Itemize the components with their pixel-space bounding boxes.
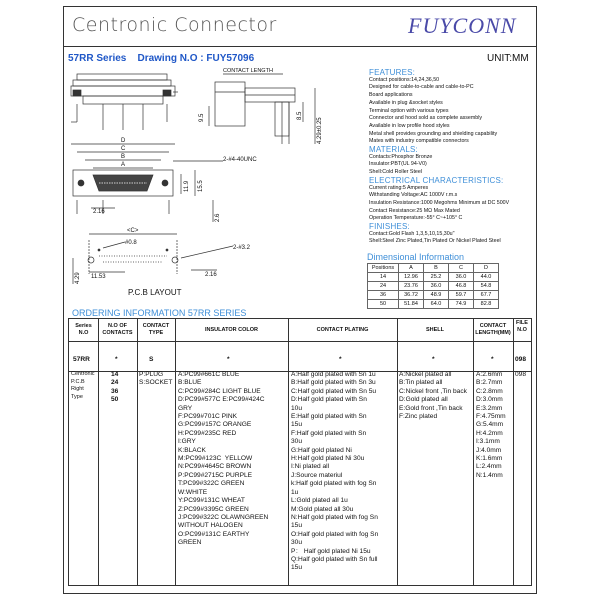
col-plating-head: CONTACT PLATING (316, 327, 369, 333)
header-divider (63, 46, 537, 47)
dim-D: D (121, 138, 126, 144)
dim-9-5: 9.5 (199, 113, 205, 122)
list-item: Connector and hood sold as complete assembly (369, 115, 483, 122)
table-cell: 59.7 (449, 291, 474, 300)
list-item: Contacts:Phosphor Bronze (369, 153, 433, 160)
list-item: Operation Temperature:-55° C~+105° C (369, 215, 463, 222)
features-title: FEATURES: (369, 68, 416, 77)
list-item: Metal shell provides grounding and shielding capability (369, 130, 498, 137)
pcb-layout-label: P.C.B LAYOUT (128, 288, 182, 297)
list-item: Shell:Steel Zinc Plated,Tin Plated Or Nickel Plated Steel (369, 238, 501, 245)
dim-unc: 2-#4-40UNC (223, 157, 257, 163)
brand-logo: FUYCONN (408, 13, 517, 38)
table-cell: 25.2 (424, 273, 449, 282)
col-shell-head: SHELL (425, 327, 445, 333)
table-cell: D (474, 264, 499, 273)
list-item: Board applications (369, 92, 413, 99)
table-row (368, 291, 499, 300)
code-contacts: * (115, 356, 118, 363)
finishes-title: FINISHES: (369, 222, 410, 232)
col-length-head: CONTACT LENGTH(MM) (475, 323, 511, 336)
list-item: Available in plug &socket styles (369, 99, 443, 106)
code-plating: * (339, 356, 342, 363)
dim-2-6: 2.6 (215, 213, 221, 222)
col-series-head: Series N.O (75, 323, 92, 336)
list-item: Contact Resistance:25 MΩ Max Mated (369, 207, 460, 214)
length-options: A:2.6mm B:2.7mm C:2.8mm D:3.0mm E:3.2mm F:4.75mm G:5.4mm H:4.2mm I:3.1mm J:4.0mm K:1.6mm L:2.4mm N:1.4mm (476, 371, 506, 479)
dim-15-5: 15.5 (198, 180, 204, 192)
table-row (368, 273, 499, 282)
table-cell: 36 (368, 291, 399, 300)
table-cell: 64.0 (424, 300, 449, 309)
table-cell: 51.84 (399, 300, 424, 309)
code-insulator: * (227, 356, 230, 363)
series-description: Centronic P.C.B Right Type (71, 371, 95, 400)
dim-B: B (121, 154, 126, 160)
table-cell: 24 (368, 282, 399, 291)
materials-title: MATERIALS: (369, 145, 418, 155)
code-contact-type: S (149, 356, 154, 363)
list-item: Available in low profile hood styles (369, 122, 450, 129)
table-cell: B (424, 264, 449, 273)
table-cell: 12.96 (399, 273, 424, 282)
table-cell: 14 (368, 273, 399, 282)
table-row (368, 264, 499, 273)
table-cell: 82.8 (474, 300, 499, 309)
list-item: Shell:Cold Roller Steel (369, 169, 422, 176)
features-panel (369, 69, 535, 246)
list-item: Contact positions:14,24,36,50 (369, 76, 440, 83)
page-title: Centronic Connector (72, 14, 277, 36)
col-file-head: FILE N.O (516, 320, 528, 333)
contact-length-label: CONTACT LENGTH (223, 68, 273, 74)
side-view (71, 74, 178, 130)
dim-11-9: 11.9 (184, 180, 190, 192)
features-list (369, 77, 535, 146)
table-cell: 48.9 (424, 291, 449, 300)
pcb-layout (73, 228, 251, 297)
front-view (73, 157, 257, 222)
dim-11-53: 11.53 (91, 274, 106, 280)
contact-counts: 14 24 36 50 (111, 371, 119, 404)
length-dimensions (71, 138, 175, 168)
list-item: Current rating:5 Amperes (369, 184, 429, 191)
table-cell: 36.0 (449, 273, 474, 282)
electrical-list (369, 185, 535, 224)
list-item: Terminal option with various types (369, 107, 449, 114)
table-cell: 46.8 (449, 282, 474, 291)
dim-hole-3-2: 2-#3.2 (233, 245, 251, 251)
finishes-list (369, 231, 535, 246)
table-cell: 36.72 (399, 291, 424, 300)
table-cell: 44.0 (474, 273, 499, 282)
table-cell: Positions (368, 264, 399, 273)
col-contact-type-head: CONTACT TYPE (142, 323, 170, 336)
insulator-color-options: A:PC99#661C BLUE B:BLUE C:PC99#284C LIGHT BLUE D:PC99#577C E:PC99#424C GRY F:PC99#701C PINK G:PC99#157C ORANGE H:PC99#235C RED I:GRY K:BLACK M:PC99#123C YELLOW N:PC99#4645C BROWN P:PC99#2715C PURPLE T:PC99#322C GREEN W:WHITE Y:PC99#131C WHEAT Z:PC99#3395C GREEN J:PC99#322C OLAWNGREEN WITHOUT HALOGEN O:PC99#131C EARTHY GREEN (178, 371, 269, 547)
code-shell: * (432, 356, 435, 363)
dim-2-16-b: 2.16 (205, 272, 217, 278)
dim-C: C (121, 146, 126, 152)
unit-label: UNIT:MM (487, 53, 529, 64)
dim-8-5: 8.5 (297, 111, 303, 120)
dim-C-paren: <C> (127, 228, 139, 234)
contact-type-options: P:PLUG S:SOCKET (139, 371, 173, 387)
code-length: * (491, 356, 494, 363)
list-item: Contact:Gold Flash 1,3,5,10,15,30u" (369, 230, 455, 237)
code-file: 098 (515, 356, 527, 363)
list-item: Designed for cable-to-cable and cable-to-PC (369, 84, 474, 91)
list-item: Mates with industry compatible connectors (369, 138, 469, 145)
col-contacts-head: N.O OF CONTACTS (102, 323, 133, 336)
list-item: Withstanding Voltage:AC 1000V r.m.s (369, 192, 458, 199)
list-item: Insulator:PBT(UL 94-V0) (369, 161, 427, 168)
table-cell: A (399, 264, 424, 273)
plating-options: A:Half gold plated with Sn 1u B:Half gold plated with Sn 3u C:Half gold plated with Sn 5u D:Half gold plated with Sn 10u E:Half gold plated with Sn 15u F:Half gold plated with Sn 30u G:Half gold plated Ni H:Half gold plated Ni 30u I:Ni plated all J:Source materiul k:Half gold plated with fog Sn 1u L:Gold plated all 1u M:Gold plated all 30u N:Half gold plated with fog Sn 15u O:Half gold plated with fog Sn 30u P： Half gold plated Ni 15u Q:Half gold plated with Sn full 15u (291, 371, 379, 572)
table-cell: 74.9 (449, 300, 474, 309)
technical-drawing (63, 62, 363, 307)
table-cell: C (449, 264, 474, 273)
ordering-table (68, 318, 532, 586)
code-series: 57RR (73, 356, 90, 363)
materials-list (369, 154, 535, 177)
dimensional-title: Dimensional Information (367, 252, 465, 262)
table-row (368, 300, 499, 309)
table-cell: 67.7 (474, 291, 499, 300)
shell-options: A:Nickel plated all B:Tin plated all C:Nickel front ,Tin back D:Gold plated all E:Gold front ,Tin back F:Zinc plated (399, 371, 467, 421)
table-cell: 23.76 (399, 282, 424, 291)
end-view (199, 82, 323, 144)
dim-2-16-a: 2.16 (93, 209, 105, 215)
electrical-title: ELECTRICAL CHARACTERISTICS: (369, 175, 504, 185)
table-cell: 50 (368, 300, 399, 309)
list-item: Insulation Resistance:1000 Megohms Minimum at DC 500V (369, 199, 510, 206)
col-insulator-head: INSULATOR COLOR (205, 327, 258, 333)
dim-hole-0-8: #0.8 (125, 240, 137, 246)
series-drawing-number: 57RR Series Drawing N.O : FUY57096 (68, 53, 255, 64)
dim-4-29: 4.29 (75, 272, 81, 284)
table-cell: 54.8 (474, 282, 499, 291)
ordering-title: ORDERING INFORMATION 57RR SERIES (72, 308, 247, 318)
table-cell: 36.0 (424, 282, 449, 291)
dimensional-table (367, 263, 499, 309)
dim-A: A (121, 162, 126, 168)
file-number: 098 (515, 371, 527, 378)
table-row (368, 282, 499, 291)
dim-4-29-tol: 4.29±0.25 (317, 117, 323, 144)
